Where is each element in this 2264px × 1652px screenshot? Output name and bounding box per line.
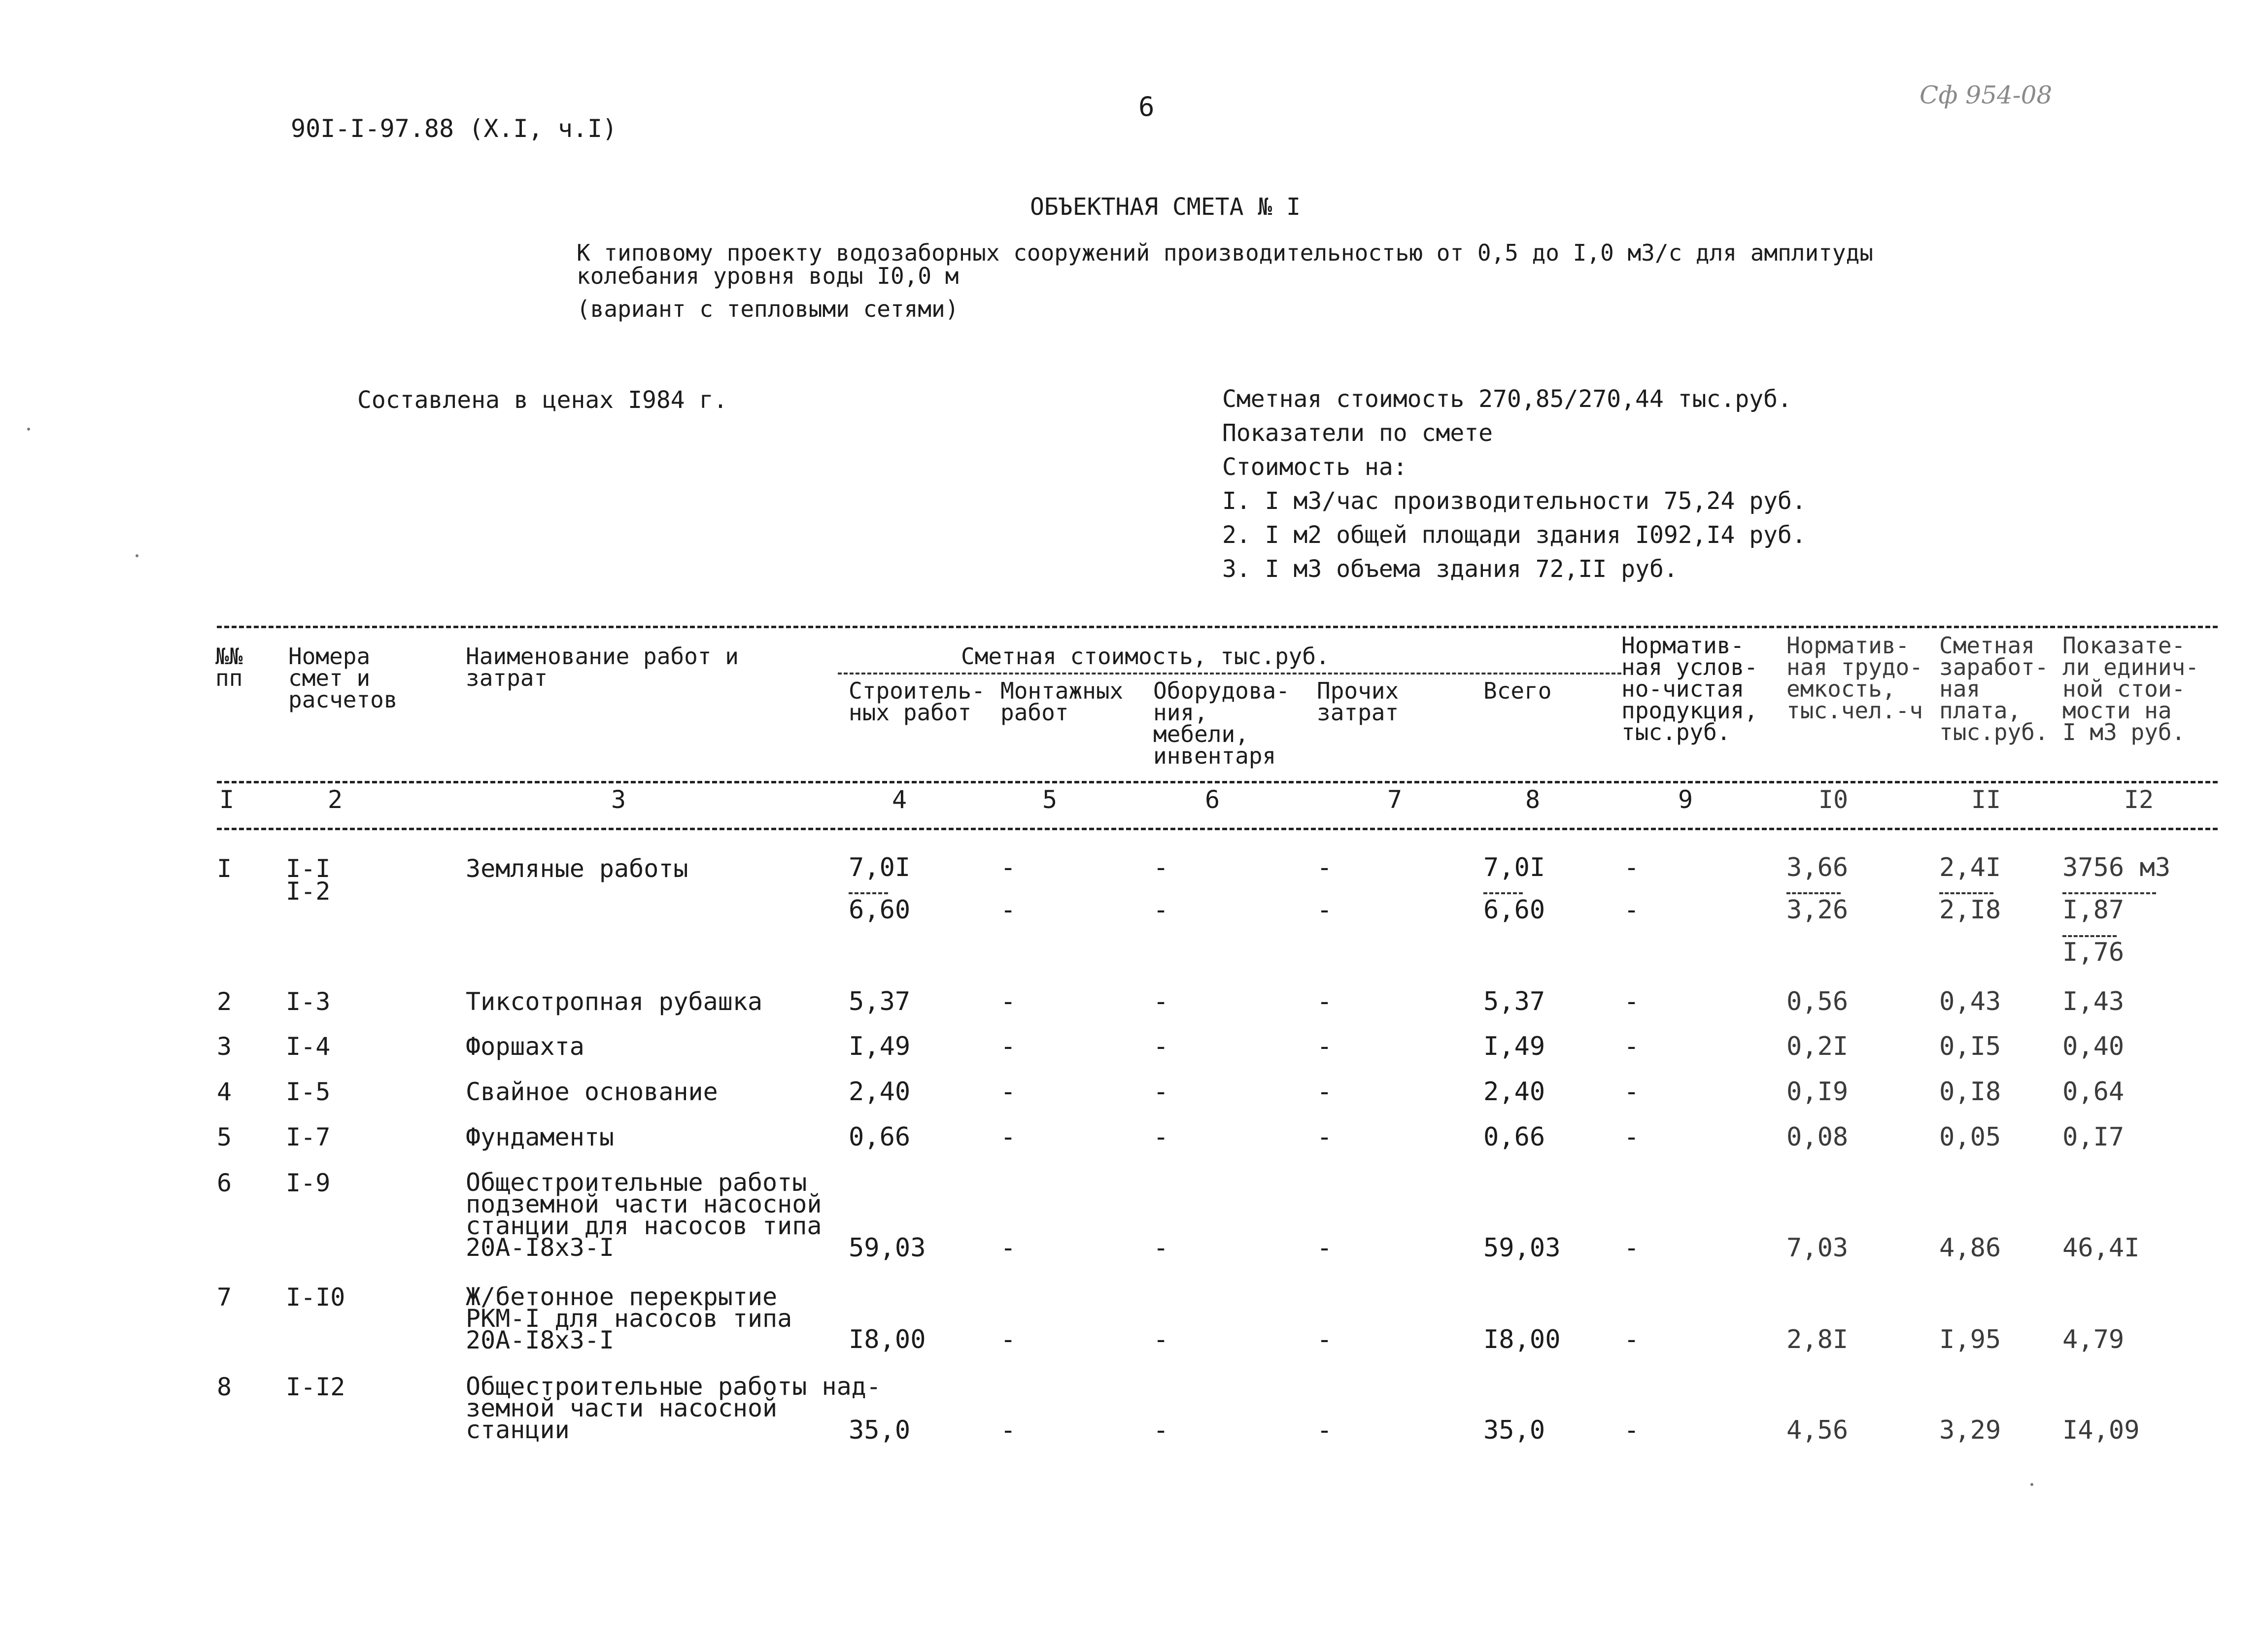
archive-stamp: Сф 954-08 [1920,81,2053,109]
row-construction: 0,66 [849,1122,911,1152]
col-number: I0 [1818,785,1849,814]
row-net-output: - [1624,1122,1640,1152]
row-wages: 0,I5 [1939,1032,2001,1061]
row-labor: 3,66 3,26 [1786,853,1849,925]
row-ref: I-7 [286,1123,331,1151]
row-construction: I,49 [849,1032,911,1061]
summary-indicators: Показатели по смете [1222,419,1493,447]
row-labor: 0,I9 [1786,1077,1849,1107]
row-number: 5 [217,1123,232,1151]
fraction-bar [1483,892,1523,894]
row-labor: 0,2I [1786,1032,1849,1061]
row-total: 0,66 [1483,1122,1545,1152]
summary-cost: Сметная стоимость 270,85/270,44 тыс.руб. [1222,385,1792,413]
col-number: 5 [1042,785,1058,814]
header-col-10: Норматив- ная трудо- емкость, тыс.чел.-ч [1786,632,1923,724]
row-installation: - [1000,1416,1016,1445]
row-equipment: - [1153,987,1169,1016]
row-total: 7,0I 6,60 [1483,853,1545,925]
row-total: 35,0 [1483,1416,1545,1445]
page-title: ОБЪЕКТНАЯ СМЕТА № I [1030,193,1301,221]
row-total: I,49 [1483,1032,1545,1061]
subtitle-line-2: колебания уровня воды I0,0 м [577,263,959,289]
row-equipment: - [1153,1122,1169,1152]
subtitle-line-1: К типовому проекту водозаборных сооружений производительностью от 0,5 до I,0 м3/с для амплитуды [577,239,1873,266]
col-number: I2 [2124,785,2154,814]
col-number: 6 [1204,785,1220,814]
row-equipment: - [1153,1233,1169,1263]
summary-cost-for: Стоимость на: [1222,453,1407,481]
header-col-2: Номера смет и расчетов [288,643,398,713]
document-code: 90I-I-97.88 (X.I, ч.I) [291,114,617,143]
col-number: 4 [892,785,907,814]
col-number: 2 [327,785,343,814]
row-labor: 7,03 [1786,1233,1849,1263]
row-construction: I8,00 [849,1325,926,1354]
row-labor: 4,56 [1786,1416,1849,1445]
row-ref: I-5 [286,1078,331,1106]
row-equipment: - [1153,1416,1169,1445]
row-other: - [1317,1233,1333,1263]
row-construction: 35,0 [849,1416,911,1445]
row-name: Тиксотропная рубашка [466,987,763,1016]
header-col-8: Всего [1483,677,1552,704]
header-col-7: Прочих затрат [1317,677,1399,726]
row-wages: 4,86 [1939,1233,2001,1263]
row-other: - [1317,1077,1333,1107]
row-wages: I,95 [1939,1325,2001,1354]
row-construction: 5,37 [849,987,911,1016]
col-number: II [1971,785,2001,814]
row-number: 8 [217,1373,232,1401]
row-installation: - [1000,1032,1016,1061]
row-equipment: - [1153,1077,1169,1107]
row-net-output: - [1624,1077,1640,1107]
row-construction: 2,40 [849,1077,911,1107]
header-col-12: Показате- ли единич- ной стои- мости на I м3 руб. [2062,632,2199,745]
row-number: 6 [217,1169,232,1197]
row-net-output: - [1624,987,1640,1016]
row-name: Форшахта [466,1032,584,1061]
row-name: Ж/бетонное перекрытие РКМ-I для насосов типа 20А-I8х3-I [466,1282,792,1354]
row-unit-cost: 3756 м3 I,87 I,76 [2062,853,2171,967]
row-wages: 0,05 [1939,1122,2001,1152]
row-name: Общестроительные работы подземной части насосной станции для насосов типа 20А-I8х3-I [466,1168,822,1262]
scan-speck [136,554,138,557]
fraction-bar [1786,892,1841,894]
row-number: 4 [217,1078,232,1106]
row-unit-cost: I,43 [2062,987,2125,1016]
row-installation: - - [1000,853,1016,925]
row-construction: 59,03 [849,1233,926,1263]
row-equipment: - - [1153,853,1169,925]
table-top-rule [217,626,2218,628]
row-construction: 7,0I 6,60 [849,853,911,925]
row-number: 7 [217,1283,232,1312]
row-installation: - [1000,1233,1016,1263]
row-unit-cost: 46,4I [2062,1233,2140,1263]
prices-note: Составлена в ценах I984 г. [357,386,728,414]
row-labor: 0,08 [1786,1122,1849,1152]
row-net-output: - - [1624,853,1640,925]
row-name: Свайное основание [466,1078,718,1106]
row-other: - - [1317,853,1333,925]
row-net-output: - [1624,1325,1640,1354]
scan-speck [2030,1483,2033,1486]
header-group-cost: Сметная стоимость, тыс.руб. [961,643,1330,670]
row-ref: I-I0 [286,1283,345,1312]
fraction-bar [2062,935,2117,937]
row-total: 59,03 [1483,1233,1561,1263]
row-ref: I-4 [286,1032,331,1061]
row-unit-cost: 0,40 [2062,1032,2125,1061]
row-number: 2 [217,987,232,1016]
header-bottom-rule [217,781,2218,783]
header-col-1: №№ пп [215,643,243,691]
subtitle-line-3: (вариант с тепловыми сетями) [577,296,959,322]
row-number: I [217,854,232,883]
group-header-underline [838,673,1621,674]
row-other: - [1317,1122,1333,1152]
summary-item-2: 2. I м2 общей площади здания I092,I4 руб. [1222,521,1806,549]
row-wages: 3,29 [1939,1416,2001,1445]
header-col-5: Монтажных работ [1000,677,1124,726]
row-wages: 2,4I 2,I8 [1939,853,2001,925]
fraction-bar [2062,892,2156,894]
col-numbers-bottom-rule [217,828,2218,830]
row-unit-cost: I4,09 [2062,1416,2140,1445]
row-ref: I-3 [286,987,331,1016]
col-number: 7 [1387,785,1403,814]
summary-item-1: I. I м3/час производительности 75,24 руб. [1222,487,1806,515]
col-number: 8 [1525,785,1541,814]
row-ref: I-I I-2 [286,854,331,906]
row-number: 3 [217,1032,232,1061]
row-unit-cost: 0,I7 [2062,1122,2125,1152]
row-installation: - [1000,1325,1016,1354]
summary-item-3: 3. I м3 объема здания 72,II руб. [1222,555,1678,583]
row-total: I8,00 [1483,1325,1561,1354]
row-net-output: - [1624,1233,1640,1263]
fraction-bar [1939,892,1993,894]
header-col-9: Норматив- ная услов- но-чистая продукция, тыс.руб. [1621,632,1758,745]
col-number: I [219,785,235,814]
row-net-output: - [1624,1416,1640,1445]
row-other: - [1317,1416,1333,1445]
row-net-output: - [1624,1032,1640,1061]
row-installation: - [1000,1077,1016,1107]
row-name: Общестроительные работы над- земной части насосной станции [466,1372,881,1444]
row-ref: I-9 [286,1169,331,1197]
row-ref: I-I2 [286,1373,345,1401]
row-total: 5,37 [1483,987,1545,1016]
header-col-4: Строитель- ных работ [849,677,985,726]
row-name: Фундаменты [466,1123,615,1151]
col-number: 3 [611,785,626,814]
row-other: - [1317,1032,1333,1061]
row-installation: - [1000,1122,1016,1152]
row-wages: 0,43 [1939,987,2001,1016]
row-total: 2,40 [1483,1077,1545,1107]
row-labor: 0,56 [1786,987,1849,1016]
row-other: - [1317,987,1333,1016]
row-labor: 2,8I [1786,1325,1849,1354]
header-col-6: Оборудова- ния, мебели, инвентаря [1153,677,1290,769]
row-wages: 0,I8 [1939,1077,2001,1107]
scan-speck [27,428,30,431]
row-installation: - [1000,987,1016,1016]
header-col-11: Сметная заработ- ная плата, тыс.руб. [1939,632,2049,745]
col-number: 9 [1678,785,1693,814]
row-other: - [1317,1325,1333,1354]
page-number: 6 [1138,91,1155,122]
row-name: Земляные работы [466,854,688,883]
fraction-bar [849,892,888,894]
row-unit-cost: 4,79 [2062,1325,2125,1354]
row-equipment: - [1153,1032,1169,1061]
row-equipment: - [1153,1325,1169,1354]
row-unit-cost: 0,64 [2062,1077,2125,1107]
header-col-3: Наименование работ и затрат [466,643,739,691]
